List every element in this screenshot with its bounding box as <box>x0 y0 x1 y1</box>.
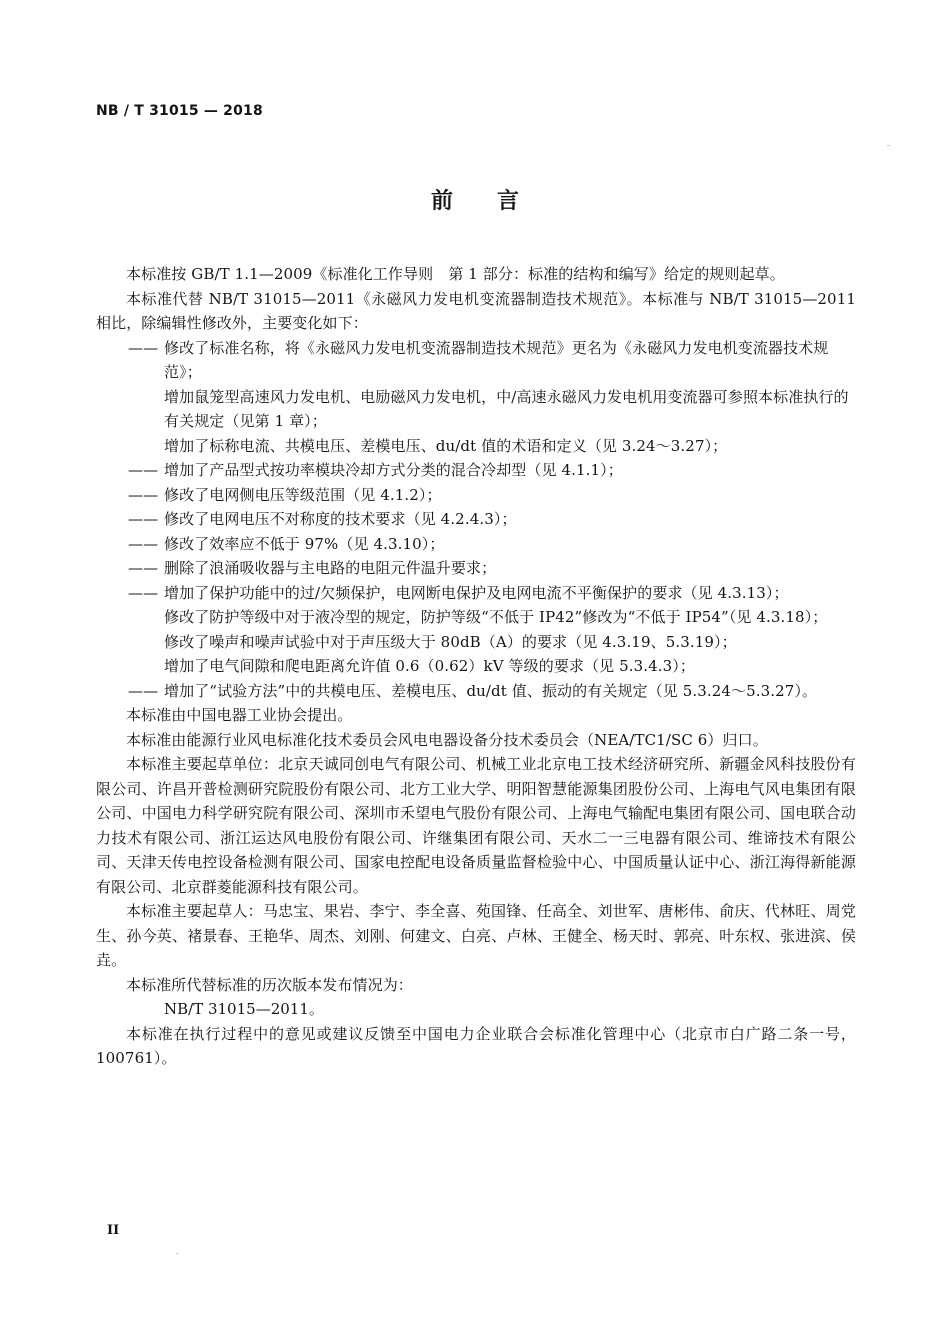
paragraph-drafting-units: 本标准主要起草单位：北京天诚同创电气有限公司、机械工业北京电工技术经济研究所、新疆金风科技股份有限公司、许昌开普检测研究院股份有限公司、北方工业大学、明阳智慧能源集团股份公司、上海电气风电集团有限公司、中国电力科学研究院有限公司、深圳市禾望电气股份有限公司、上海电气输配电集团有限公司、国电联合动力技术有限公司、浙江运达风电股份有限公司、许继集团有限公司、天水二一三电器有限公司、维谛技术有限公司、天津天传电控设备检测有限公司、国家电控配电设备质量监督检验中心、中国质量认证中心、浙江海得新能源有限公司、北京群菱能源科技有限公司。 <box>96 755 856 896</box>
change-item-text: 删除了浪涌吸收器与主电路的电阻元件温升要求； <box>164 559 497 577</box>
change-subitem: 增加鼠笼型高速风力发电机、电励磁风力发电机，中/高速永磁风力发电机用变流器可参照本标准执行的有关规定（见第 1 章）； <box>164 387 849 430</box>
change-item-text: 修改了电网侧电压等级范围（见 4.1.2）； <box>164 485 442 504</box>
dash-marker: —— <box>128 510 159 528</box>
change-item-text: 修改了效率应不低于 97%（见 4.3.10）； <box>164 534 445 553</box>
paragraph-committee: 本标准由能源行业风电标准化技术委员会风电电器设备分技术委员会（NEA/TC1/SC 6）归口。 <box>126 730 768 749</box>
dash-marker: —— <box>128 485 159 504</box>
scan-speck <box>887 145 890 146</box>
change-item-text: 增加了保护功能中的过/欠频保护，电网断电保护及电网电流不平衡保护的要求（见 4.3.13）； <box>164 583 789 602</box>
change-item-text: 增加了“试验方法”中的共模电压、差模电压、du/dt 值、振动的有关规定（见 5.3.24～5.3.27）。 <box>164 681 818 700</box>
change-item <box>96 483 856 508</box>
dash-marker: —— <box>128 461 159 479</box>
change-subitem: 增加了标称电流、共模电压、差模电压、du/dt 值的术语和定义（见 3.24～3.27）； <box>164 436 728 455</box>
change-item <box>96 581 856 606</box>
change-item <box>96 556 856 581</box>
change-item <box>96 507 856 532</box>
paragraph-version-history: 本标准所代替标准的历次版本发布情况为： <box>126 975 413 994</box>
scan-speck <box>176 1253 179 1254</box>
standard-code: NB / T 31015 — 2018 <box>96 103 263 119</box>
dash-marker: —— <box>128 583 159 602</box>
dash-marker: —— <box>128 534 159 553</box>
change-item-text: 增加了产品型式按功率模块冷却方式分类的混合冷却型（见 4.1.1）； <box>164 461 623 479</box>
change-item <box>96 532 856 557</box>
paragraph-proposer: 本标准由中国电器工业协会提出。 <box>126 706 353 724</box>
page-number: II <box>107 1223 120 1238</box>
change-item-text: 修改了标准名称，将《永磁风力发电机变流器制造技术规范》更名为《永磁风力发电机变流器技术规范》； <box>164 338 829 381</box>
change-subitem: 增加了电气间隙和爬电距离允许值 0.6（0.62）kV 等级的要求（见 5.3.4.3）； <box>164 657 695 675</box>
previous-version: NB/T 31015—2011。 <box>164 1000 324 1018</box>
change-item <box>96 458 856 483</box>
change-subitem: 修改了噪声和噪声试验中对于声压级大于 80dB（A）的要求（见 4.3.19、5.3.19）； <box>164 632 737 651</box>
paragraph-drafters: 本标准主要起草人：马忠宝、果岩、李宁、李全喜、苑国锋、任高全、刘世军、唐彬伟、俞庆、代林旺、周党生、孙今英、褚景春、王艳华、周杰、刘刚、何建文、白亮、卢林、王健全、杨天时、郭亮、叶东权、张进滨、侯垚。 <box>96 902 856 969</box>
paragraph-replaces: 本标准代替 NB/T 31015—2011《永磁风力发电机变流器制造技术规范》。本标准与 NB/T 31015—2011 相比，除编辑性修改外，主要变化如下： <box>96 289 856 332</box>
dash-marker: —— <box>128 681 159 700</box>
change-subitem: 修改了防护等级中对于液冷型的规定，防护等级“不低于 IP42”修改为“不低于 IP54”（见 4.3.18）； <box>164 608 828 626</box>
page-title: 前言 <box>430 189 563 214</box>
foreword-body <box>96 262 856 1071</box>
change-item <box>96 679 856 704</box>
change-item <box>96 336 856 385</box>
change-item-text: 修改了电网电压不对称度的技术要求（见 4.2.4.3）； <box>164 510 517 528</box>
dash-marker: —— <box>128 338 159 357</box>
paragraph-drafting-rules: 本标准按 GB/T 1.1—2009《标准化工作导则 第 1 部分：标准的结构和编写》给定的规则起草。 <box>126 265 785 283</box>
paragraph-feedback: 本标准在执行过程中的意见或建议反馈至中国电力企业联合会标准化管理中心（北京市白广路二条一号，100761）。 <box>96 1024 856 1067</box>
dash-marker: —— <box>128 559 159 577</box>
